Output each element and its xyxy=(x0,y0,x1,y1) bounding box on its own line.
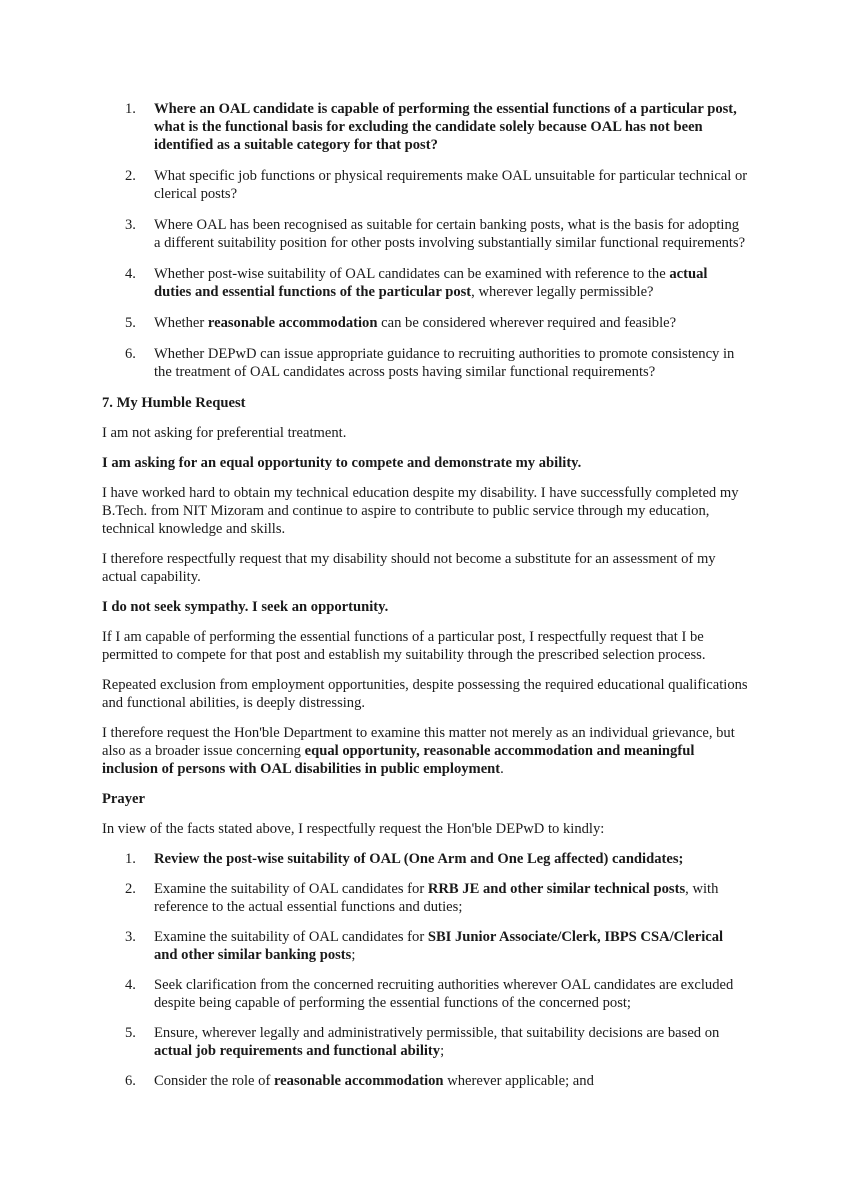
list-item xyxy=(102,167,748,203)
list-number: 3. xyxy=(125,929,136,945)
prayer-intro: In view of the facts stated above, I respectfully request the Hon'ble DEPwD to kindly: xyxy=(102,821,605,837)
text-run: If I am capable of performing the essential functions of a particular post, I respectfully request that I be permitted to compete for that post and establish my suitability through the prescribed selection process. xyxy=(102,629,706,663)
bold-text-run: I am asking for an equal opportunity to compete and demonstrate my ability. xyxy=(102,455,582,471)
list-number: 5. xyxy=(125,1025,136,1041)
paragraph xyxy=(102,676,748,712)
text-run: can be considered wherever required and feasible? xyxy=(377,315,677,331)
bold-text-run: Review the post-wise suitability of OAL (One Arm and One Leg affected) candidates; xyxy=(154,851,684,867)
prayer-list xyxy=(102,850,748,1090)
text-run: Repeated exclusion from employment opportunities, despite possessing the required educational qualifications and functional abilities, is deeply distressing. xyxy=(102,677,748,711)
text-run: Consider the role of xyxy=(154,1073,274,1089)
bold-text-run: reasonable accommodation xyxy=(207,315,378,331)
list-item xyxy=(102,928,748,964)
list-number: 1. xyxy=(125,101,136,117)
text-run: I am not asking for preferential treatment. xyxy=(102,425,347,441)
paragraph xyxy=(102,550,748,586)
list-item-text xyxy=(154,1025,719,1059)
list-number: 6. xyxy=(125,1073,136,1089)
text-run: What specific job functions or physical requirements make OAL unsuitable for particular technical or clerical posts? xyxy=(154,168,748,202)
paragraph xyxy=(102,628,748,664)
text-run: ; xyxy=(440,1043,445,1059)
paragraph xyxy=(102,724,748,778)
list-item-text xyxy=(154,217,745,251)
text-run: Examine the suitability of OAL candidates for xyxy=(154,881,428,897)
list-item-text xyxy=(154,1073,594,1089)
bold-text-run: actual duties and essential functions of the particular post xyxy=(154,266,708,300)
bold-text-run: reasonable accommodation xyxy=(273,1073,444,1089)
text-run: Whether DEPwD can issue appropriate guidance to recruiting authorities to promote consistency in the treatment of OAL candidates across posts having similar functional requirements? xyxy=(154,346,735,380)
text-run: Ensure, wherever legally and administratively permissible, that suitability decisions are based on xyxy=(154,1025,720,1041)
list-item-text xyxy=(154,315,676,331)
text-run: , wherever legally permissible? xyxy=(471,284,654,300)
paragraph xyxy=(102,598,748,616)
list-item xyxy=(102,265,748,301)
list-item-text xyxy=(154,881,718,915)
list-item-text xyxy=(154,851,683,867)
text-run: , with reference to the actual essential functions and duties; xyxy=(154,881,719,915)
bold-text-run: equal opportunity, reasonable accommodation and meaningful inclusion of persons with OAL disabilities in public employment xyxy=(102,743,695,777)
list-number: 2. xyxy=(125,168,136,184)
text-run: Seek clarification from the concerned recruiting authorities wherever OAL candidates are excluded despite being capable of performing the essential functions of the concerned post; xyxy=(154,977,734,1011)
paragraph xyxy=(102,424,748,442)
list-item xyxy=(102,1072,748,1090)
list-item xyxy=(102,100,748,154)
text-run: ; xyxy=(351,947,356,963)
text-run: Examine the suitability of OAL candidates for xyxy=(154,929,428,945)
list-number: 1. xyxy=(125,851,136,867)
text-run: Whether xyxy=(154,315,208,331)
list-number: 5. xyxy=(125,315,136,331)
list-item xyxy=(102,850,748,868)
text-run: Whether post-wise suitability of OAL candidates can be examined with reference to the xyxy=(154,266,670,282)
section-heading: 7. My Humble Request xyxy=(102,395,246,411)
bold-text-run: RRB JE and other similar technical posts xyxy=(427,881,686,897)
bold-text-run: actual job requirements and functional ability xyxy=(154,1043,441,1059)
text-run: wherever applicable; and xyxy=(443,1073,594,1089)
list-item xyxy=(102,345,748,381)
bold-text-run: I do not seek sympathy. I seek an opportunity. xyxy=(102,599,389,615)
list-item-text xyxy=(154,977,733,1011)
paragraph xyxy=(102,454,748,472)
list-item-text xyxy=(154,346,734,380)
list-item-text xyxy=(154,101,737,153)
list-item xyxy=(102,314,748,332)
list-item xyxy=(102,880,748,916)
list-number: 4. xyxy=(125,977,136,993)
questions-list xyxy=(102,100,748,381)
list-item xyxy=(102,1024,748,1060)
list-number: 6. xyxy=(125,346,136,362)
text-run: I have worked hard to obtain my technical education despite my disability. I have successfully completed my B.Tech. from NIT Mizoram and continue to aspire to contribute to public service through my education, technical knowledge and skills. xyxy=(102,485,739,537)
bold-text-run: Where an OAL candidate is capable of performing the essential functions of a particular post, what is the functional basis for excluding the candidate solely because OAL has not been identified as a suitable category for that post? xyxy=(154,101,737,153)
list-number: 3. xyxy=(125,217,136,233)
list-item xyxy=(102,216,748,252)
text-run: Where OAL has been recognised as suitable for certain banking posts, what is the basis for adopting a different suitability position for other posts involving substantially similar functional requirements? xyxy=(154,217,746,251)
list-item xyxy=(102,976,748,1012)
paragraph xyxy=(102,484,748,538)
list-item-text xyxy=(154,266,707,300)
list-item-text xyxy=(154,168,747,202)
list-number: 4. xyxy=(125,266,136,282)
text-run: . xyxy=(500,761,504,777)
text-run: I therefore respectfully request that my disability should not become a substitute for an assessment of my actual capability. xyxy=(102,551,716,585)
list-item-text xyxy=(154,929,723,963)
text-run: I therefore request the Hon'ble Department to examine this matter not merely as an individual grievance, but also as a broader issue concerning xyxy=(102,725,735,759)
prayer-heading: Prayer xyxy=(102,791,145,807)
bold-text-run: SBI Junior Associate/Clerk, IBPS CSA/Clerical and other similar banking posts xyxy=(154,929,724,963)
list-number: 2. xyxy=(125,881,136,897)
